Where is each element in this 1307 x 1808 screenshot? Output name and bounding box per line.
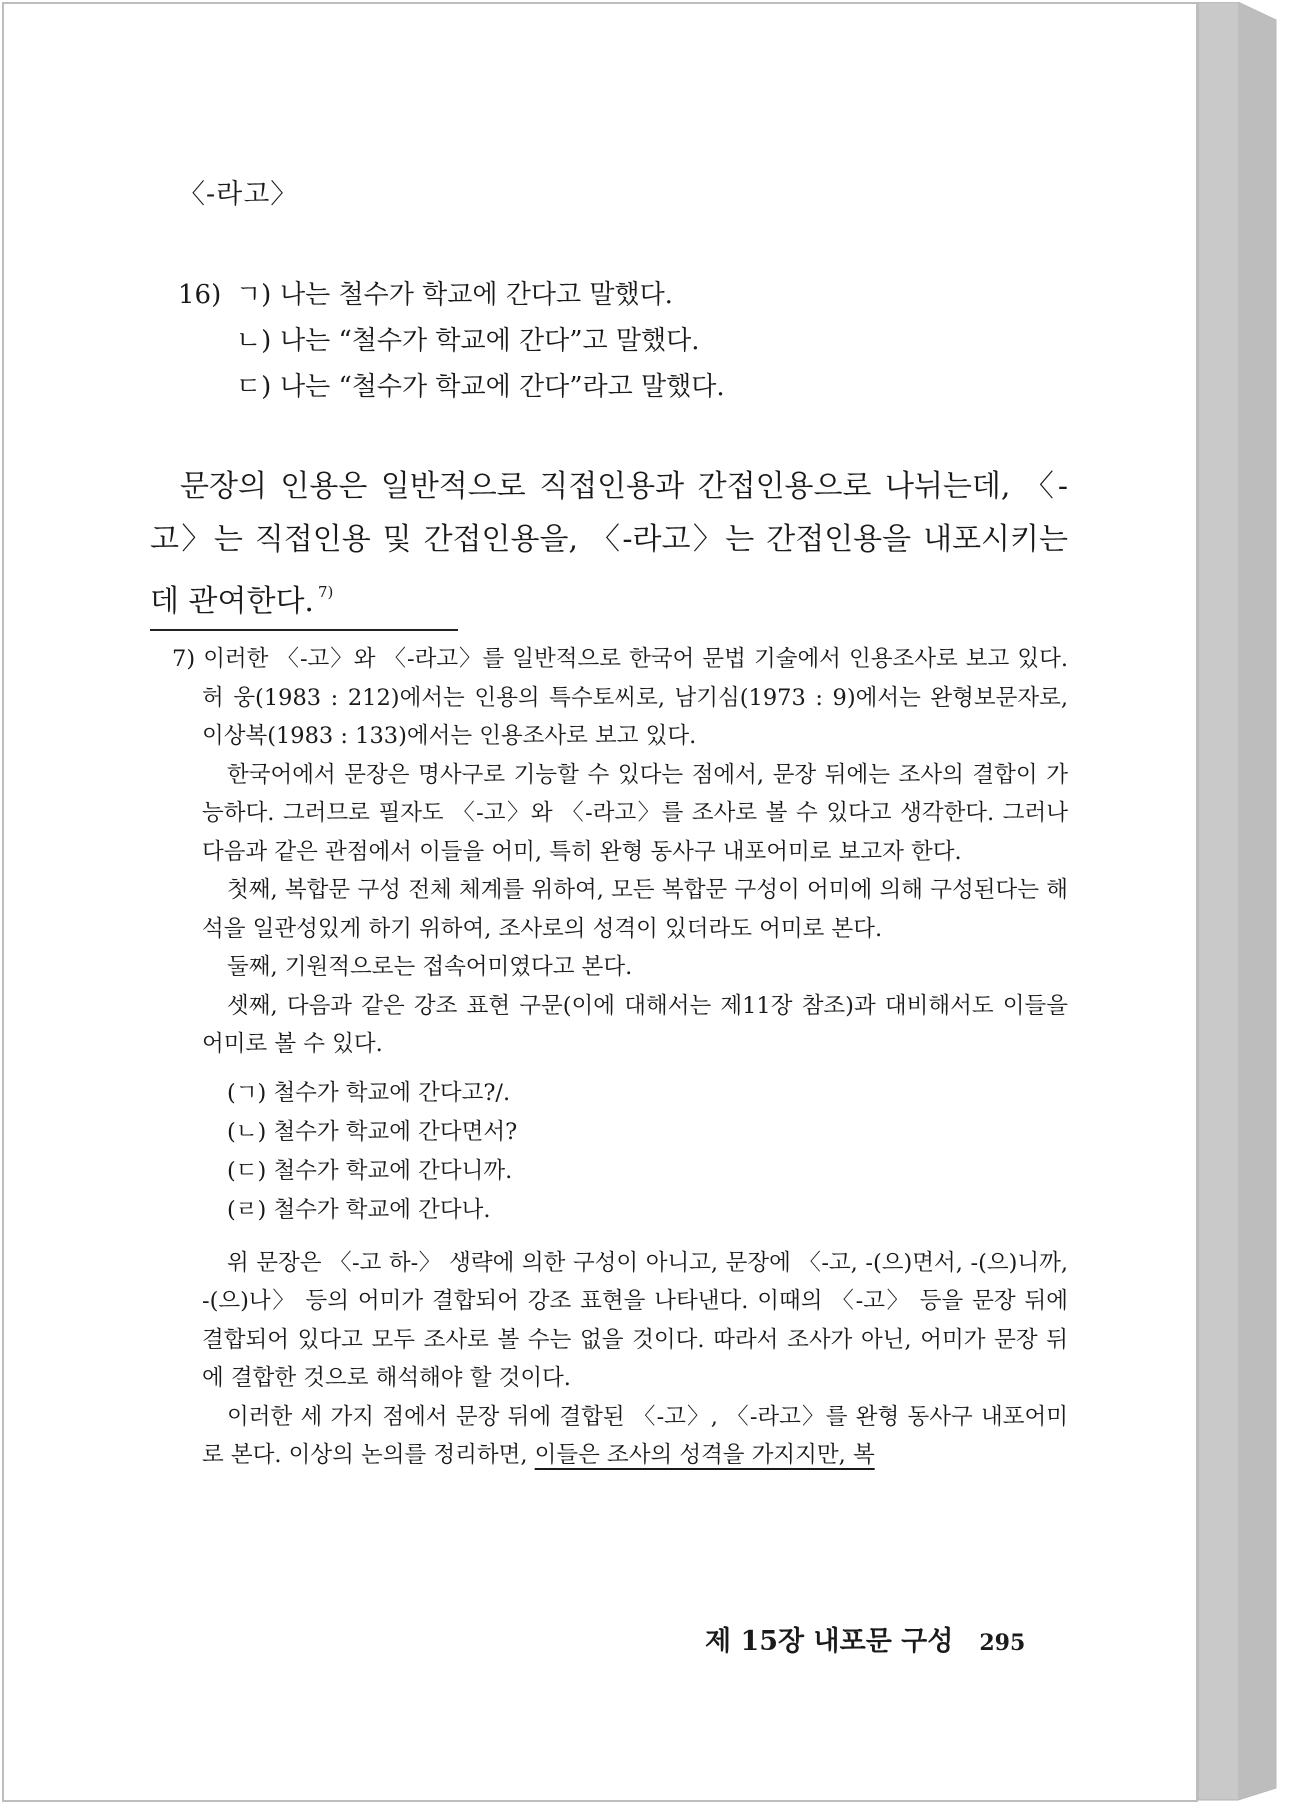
example-list — [178, 272, 725, 410]
footnote-divider — [150, 629, 458, 631]
footnote-paragraph: 첫째, 복합문 구성 전체 체계를 위하여, 모든 복합문 구성이 어미에 의해 구성된다는 해석을 일관성있게 하기 위하여, 조사로의 성격이 있더라도 어미로 본다. — [202, 877, 1068, 942]
example-text: 나는 “철수가 학교에 간다”고 말했다. — [280, 326, 700, 356]
footnote-example-item: (ㄱ) 철수가 학교에 간다고?/. — [227, 1079, 511, 1106]
example-marker: ㄷ) — [236, 372, 272, 402]
footnote-paragraph — [172, 1398, 1068, 1475]
footnote-paragraph: 한국어에서 문장은 명사구로 기능할 수 있다는 점에서, 문장 뒤에는 조사의 결합이 가능하다. 그러므로 필자도 〈-고〉와 〈-라고〉를 조사로 볼 수 있다고 생각한다. 그러나 다음과 같은 관점에서 이들을 어미, 특히 완형 동사구 내포어미로 보고자 한다. — [202, 761, 1068, 865]
chapter-title: 제 15장 내포문 구성 — [705, 1626, 954, 1657]
example-item — [178, 272, 725, 318]
example-text: 나는 철수가 학교에 간다고 말했다. — [280, 280, 673, 310]
footnote — [172, 640, 1068, 1475]
footnote-example-item: (ㄹ) 철수가 학교에 간다나. — [227, 1196, 491, 1223]
footnote-example-item: (ㄴ) 철수가 학교에 간다면서? — [227, 1118, 518, 1145]
paragraph-text: 문장의 인용은 일반적으로 직접인용과 간접인용으로 나뉘는데, 〈-고〉는 직접인용 및 간접인용을, 〈-라고〉는 간접인용을 내포시키는데 관여한다. — [150, 469, 1068, 619]
page-footer — [705, 1619, 1025, 1658]
example-item — [178, 318, 725, 364]
footnote-paragraph: 셋째, 다음과 같은 강조 표현 구문(이에 대해서는 제11장 참조)과 대비해서도 이들을 어미로 볼 수 있다. — [202, 992, 1068, 1057]
example-item — [178, 364, 725, 410]
footnote-paragraph: 위 문장은 〈-고 하-〉 생략에 의한 구성이 아니고, 문장에 〈-고, -(으)면서, -(으)니까, -(으)나〉 등의 어미가 결합되어 강조 표현을 나타낸다. 이때의 〈-고〉 등을 문장 뒤에 결합되어 있다고 모두 조사로 볼 수는 없을 것이다. 따라서 조사가 아닌, 어미가 문장 뒤에 결합한 것으로 해석해야 할 것이다. — [202, 1249, 1068, 1391]
footnote-text: 이러한 세 가지 점에서 문장 뒤에 결합된 〈-고〉, 〈-라고〉를 완형 동사구 내포어미로 본다. 이상의 논의를 정리하면, — [202, 1403, 1068, 1468]
example-marker: ㄱ) — [236, 280, 272, 310]
main-paragraph — [150, 460, 1068, 628]
footnote-paragraph: 둘째, 기원적으로는 접속어미였다고 본다. — [227, 954, 633, 980]
footnote-lead: 7) 이러한 〈-고〉와 〈-라고〉를 일반적으로 한국어 문법 기술에서 인용조사로 보고 있다. 허 웅(1983 : 212)에서는 인용의 특수토씨로, 남기심(1973 : 9)에서는 완형보문자로, 이상복(1983 : 133)에서는 인용조사로 보고 있다. — [172, 646, 1068, 749]
example-marker: ㄴ) — [236, 326, 272, 356]
example-text: 나는 “철수가 학교에 간다”라고 말했다. — [280, 372, 725, 402]
section-heading: 〈-라고〉 — [178, 179, 299, 210]
underlined-text: 이들은 조사의 성격을 가지지만, 복 — [534, 1442, 875, 1468]
footnote-reference[interactable]: 7) — [317, 583, 334, 601]
page-number: 295 — [979, 1630, 1026, 1656]
footnote-example-list — [172, 1074, 1068, 1230]
example-number: 16) — [178, 280, 222, 310]
footnote-example-item: (ㄷ) 철수가 학교에 간다니까. — [227, 1157, 513, 1184]
